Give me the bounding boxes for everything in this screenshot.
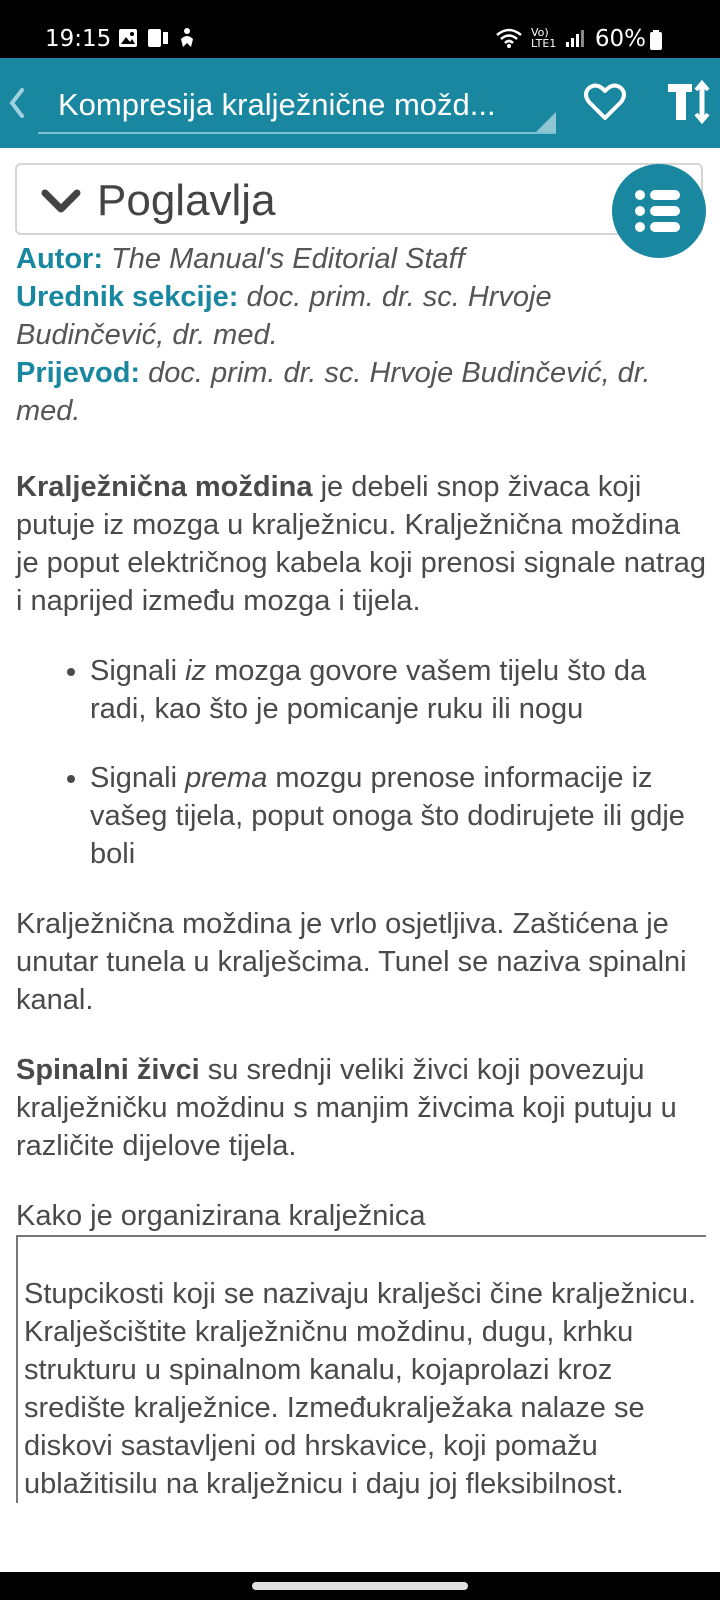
status-time: 19:15 <box>45 26 112 52</box>
article-title: Kompresija kralježnične možd... <box>58 87 496 122</box>
bullet1-end: mozga govore vašem tijelu što da radi, kao što je pomicanje ruku ili nogu <box>90 655 647 725</box>
editor-value: doc. prim. dr. sc. Hrvoje Budinčević, dr. med. <box>16 281 552 351</box>
phone-icon <box>146 28 170 48</box>
info-box <box>16 1235 706 1503</box>
author-line <box>16 240 706 278</box>
info-box-text: Stupcikosti koji se nazivaju kralješci čine kralježnicu. Kralješcištite kralježničnu moždinu, dugu, krhku strukturu u spinalnom kanalu, kojaprolazi kroz središte kralježnice. Izmeđukralježaka nalaze se diskovi sastavljeni od hrskavice, koji pomažu ublažitisilu na kralježnicu i daju joj fleksibilnost. <box>24 1278 697 1500</box>
status-bar <box>0 0 720 58</box>
paragraph-spinal-nerves-text: su srednji veliki živci koji povezuju kralježničku moždinu s manjim živcima koji putuju u različite dijelove tijela. <box>16 1054 677 1162</box>
list-item <box>90 759 706 873</box>
text-size-icon[interactable] <box>666 80 714 124</box>
translation-line <box>16 354 706 430</box>
bullet2-start: Signali <box>90 762 186 794</box>
notification-icons <box>118 27 196 49</box>
paragraph-spinal-cord <box>16 468 706 620</box>
paragraph-spinal-cord-text: je debeli snop živaca koji putuje iz mozga u kralježnicu. Kralježnična moždina je poput električnog kabela koji prenosi signale natrag i naprijed između mozga i tijela. <box>16 471 706 617</box>
navigation-bar <box>0 1572 720 1600</box>
paragraph-spinal-nerves <box>16 1051 706 1165</box>
editor-line <box>16 278 706 354</box>
battery-percent: 60% <box>594 26 646 52</box>
chapters-label: Poglavlja <box>97 176 276 225</box>
translation-label: Prijevod: <box>16 357 141 389</box>
list-item <box>90 652 706 728</box>
network-label: Vo) LTE1 <box>531 26 557 50</box>
app-bar <box>0 58 720 148</box>
article-title-dropdown[interactable] <box>38 74 556 134</box>
signal-icon <box>565 28 585 48</box>
home-gesture-handle[interactable] <box>252 1582 468 1590</box>
signal-list <box>16 652 706 873</box>
gallery-icon <box>118 28 138 48</box>
chevron-down-icon <box>39 185 83 219</box>
paragraph-sensitivity: Kralježnična moždina je vrlo osjetljiva. Zaštićena je unutar tunela u kralješcima. Tunel se naziva spinalni kanal. <box>16 908 687 1016</box>
dropdown-corner-icon <box>536 112 556 132</box>
bullet1-emphasis: iz <box>185 655 207 687</box>
wifi-icon <box>495 27 523 49</box>
bullet2-emphasis: prema <box>185 762 268 794</box>
info-box-title: Kako je organizirana kralježnica <box>16 1200 426 1232</box>
article-content <box>16 240 706 1503</box>
bullet2-end: mozgu prenose informacije iz vašeg tijela, poput onoga što dodirujete ili gdje boli <box>90 762 685 870</box>
author-label: Autor: <box>16 243 103 275</box>
translation-value: doc. prim. dr. sc. Hrvoje Budinčević, dr. med. <box>16 357 651 427</box>
editor-label: Urednik sekcije: <box>16 281 239 313</box>
accessibility-icon <box>178 27 196 49</box>
term-spinal-cord: Kralježnična moždina <box>16 471 313 503</box>
heart-icon[interactable] <box>583 80 627 124</box>
back-chevron-icon[interactable] <box>6 86 26 120</box>
battery-icon <box>650 30 662 50</box>
author-value: The Manual's Editorial Staff <box>111 243 465 275</box>
term-spinal-nerves: Spinalni živci <box>16 1054 200 1086</box>
chapters-dropdown[interactable] <box>15 163 703 235</box>
connectivity-icons <box>495 27 585 49</box>
bullet1-start: Signali <box>90 655 186 687</box>
